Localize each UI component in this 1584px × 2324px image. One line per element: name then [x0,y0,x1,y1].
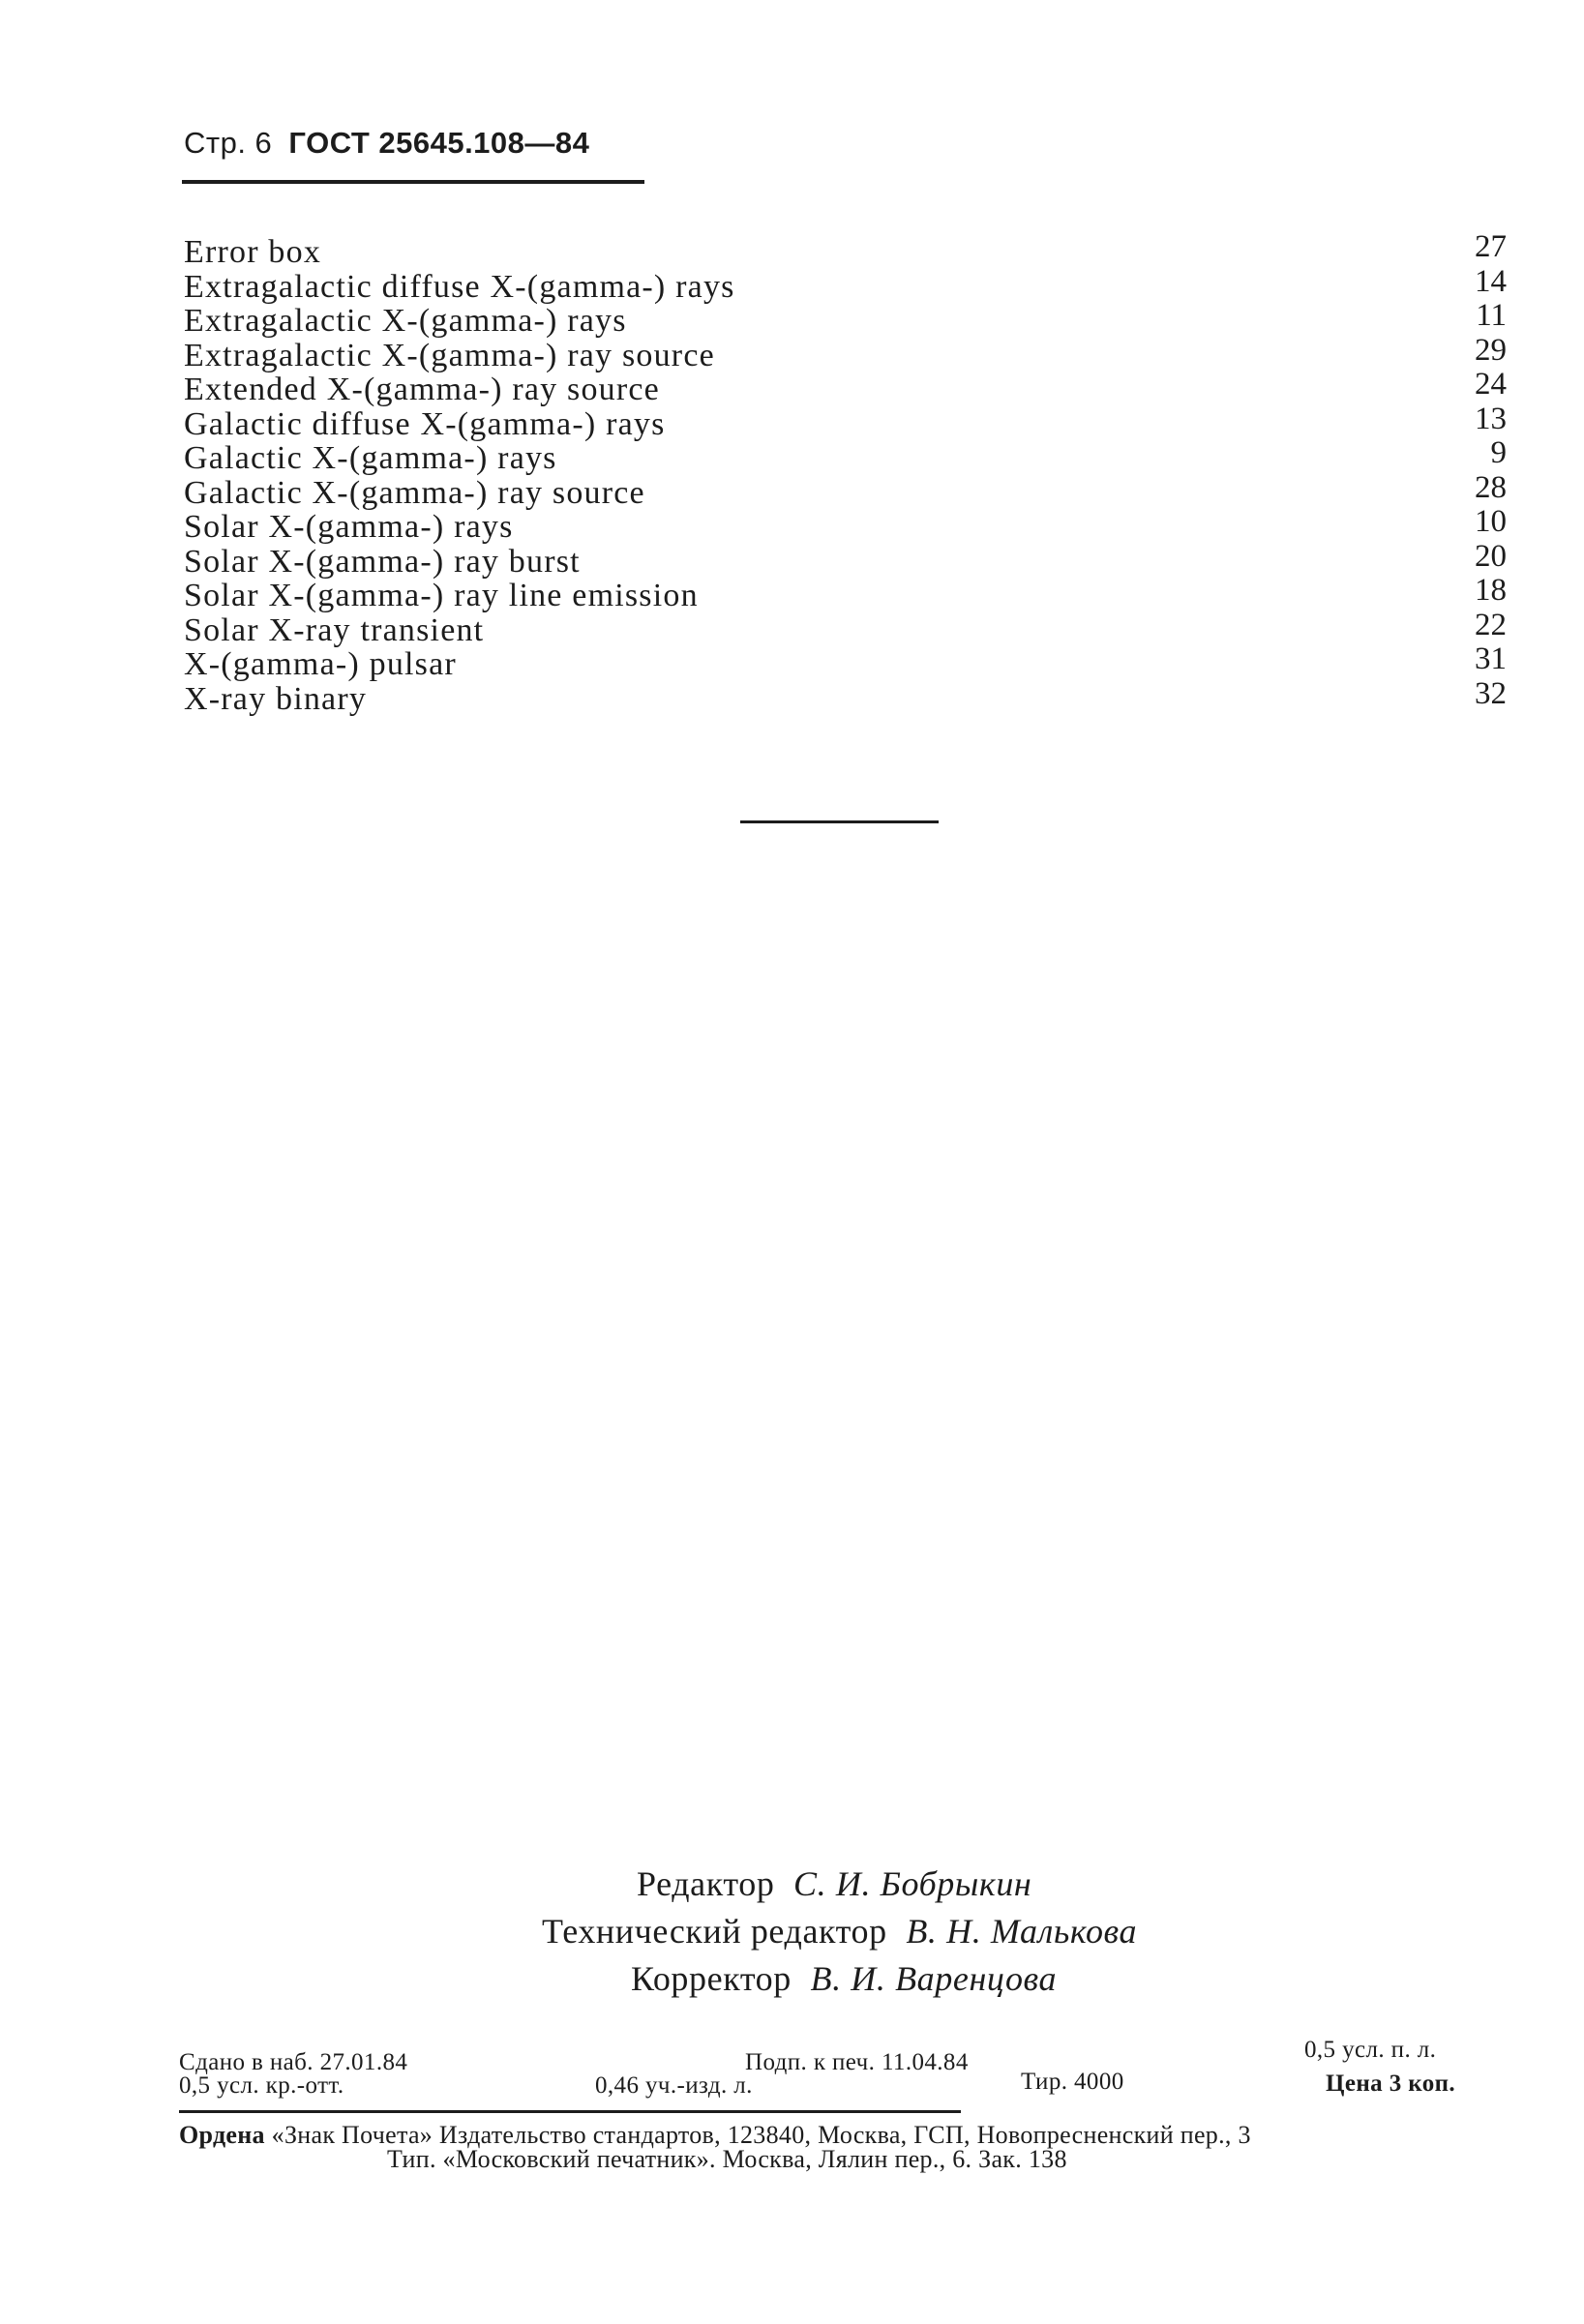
index-number: 13 [1475,401,1507,436]
index-term: Galactic X-(gamma-) rays [184,440,557,476]
index-row [184,263,1524,305]
index-row [184,504,1524,545]
imprint-sheets-pub: 0,46 уч.-изд. л. [595,2072,753,2099]
index-number: 18 [1475,573,1507,608]
index-number: 9 [1490,435,1507,470]
index-number: 20 [1475,538,1507,574]
index-row [184,401,1524,442]
index-row [184,332,1524,373]
publisher-address: «Знак Почета» Издательство стандартов, 123840, Москва, ГСП, Новопресненский пер., 3 [271,2121,1251,2149]
imprint-sheets-print: 0,5 усл. п. л. [1304,2037,1437,2063]
index-number: 22 [1475,607,1507,642]
index-term: Solar X-(gamma-) rays [184,509,514,545]
index-term: Solar X-(gamma-) ray line emission [184,578,699,613]
index-row [184,367,1524,407]
term-index-list [184,229,1524,717]
corrector-name: В. И. Варенцова [810,1959,1058,1998]
imprint-sheets-color: 0,5 усл. кр.-отт. [179,2072,344,2099]
editor-name: С. И. Бобрыкин [793,1864,1032,1903]
index-term: Extragalactic X-(gamma-) rays [184,303,627,339]
credit-editor [637,1864,1031,1903]
imprint-price: Цена 3 коп. [1326,2071,1456,2097]
index-number: 27 [1475,229,1507,264]
credit-tech-editor [542,1912,1137,1951]
index-row [184,435,1524,476]
index-number: 32 [1475,675,1507,711]
index-term: Galactic X-(gamma-) ray source [184,474,645,511]
imprint-rule [179,2110,961,2113]
index-row [184,298,1524,339]
editor-role: Редактор [637,1864,775,1903]
section-divider [740,820,939,823]
imprint-circulation: Тир. 4000 [1021,2069,1124,2095]
header-rule [182,180,644,184]
index-term: Extragalactic X-(gamma-) ray source [184,337,715,373]
index-number: 28 [1475,469,1507,505]
index-number: 24 [1475,367,1507,402]
index-number: 11 [1476,298,1507,333]
index-term: X-(gamma-) pulsar [184,646,457,682]
index-number: 31 [1475,641,1507,676]
corrector-role: Корректор [631,1959,792,1998]
imprint-signed: Подп. к печ. 11.04.84 [745,2049,969,2075]
index-term: Extended X-(gamma-) ray source [184,372,660,407]
index-row [184,573,1524,613]
page-number-label: Стр. 6 [184,126,273,160]
imprint-submitted: Сдано в наб. 27.01.84 [179,2049,408,2075]
tech-editor-name: В. Н. Малькова [906,1912,1138,1951]
index-term: Solar X-ray transient [184,611,485,648]
index-row [184,675,1524,717]
index-row [184,607,1524,648]
index-row [184,469,1524,511]
page-header [184,126,589,161]
index-term: Extragalactic diffuse X-(gamma-) rays [184,268,735,305]
credit-corrector [631,1959,1057,1998]
index-row [184,229,1524,270]
index-number: 29 [1475,332,1507,368]
publisher-order: Ордена [179,2121,265,2149]
standard-code: ГОСТ 25645.108—84 [288,126,590,160]
tech-editor-role: Технический редактор [542,1912,887,1951]
index-row [184,641,1524,682]
index-term: Error box [184,234,322,270]
index-term: Galactic diffuse X-(gamma-) rays [184,405,666,442]
index-term: Solar X-(gamma-) ray burst [184,543,581,580]
index-row [184,538,1524,580]
index-number: 10 [1475,504,1507,539]
printer-line: Тип. «Московский печатник». Москва, Лялин пер., 6. Зак. 138 [387,2145,1067,2173]
index-term: X-ray binary [184,680,368,717]
index-number: 14 [1475,263,1507,299]
